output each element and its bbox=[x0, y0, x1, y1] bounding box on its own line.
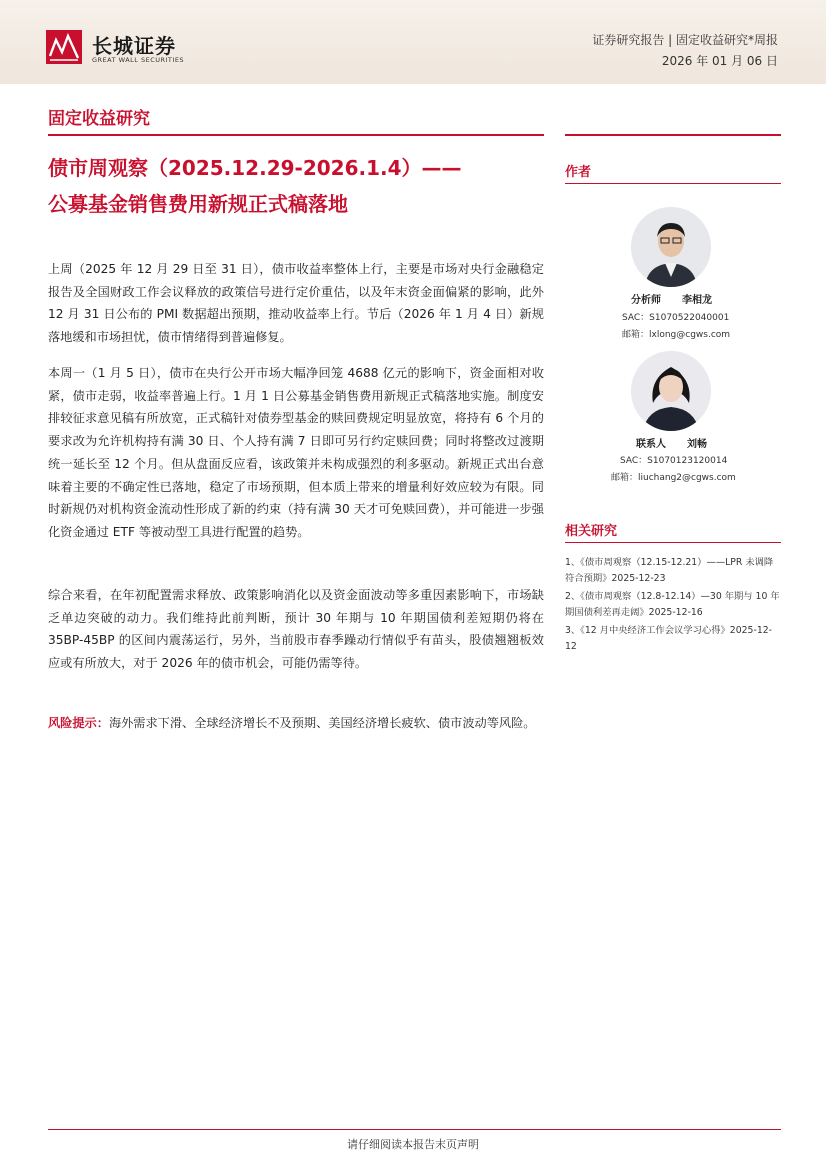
footer-divider bbox=[48, 1129, 781, 1130]
title-line-1: 债市周观察（2025.12.29-2026.1.4）—— bbox=[48, 156, 462, 180]
risk-label: 风险提示： bbox=[48, 716, 109, 730]
risk-warning bbox=[48, 712, 544, 735]
logo-text-cn: 长城证券 bbox=[92, 34, 176, 58]
paragraph-2: 本周一（1 月 5 日），债市在央行公开市场大幅净回笼 4688 亿元的影响下，资金面相对收紧，债市走弱，收益率普遍上行。1 月 1 日公募基金销售费用新规正式稿落地实施。制度安排较征求意见稿有所放宽，正式稿针对债券型基金的赎回费规定明显放宽，将持有 6 个月的要求改为允许机构持有满 30 日、个人持有满 7 日即可另行约定赎回费；同时将整改过渡期统一延长至 12 个月。但从盘面反应看，该政策并未构成强烈的利多驱动。新规正式出台意味着主要的不确定性已落地，稳定了市场预期，但本质上带来的增量利好效应较为有限。同时新规仍对机构资金流动性形成了新的约束（持有满 30 天才可免赎回费），并可能进一步强化资金通过 ETF 等被动型工具进行配置的趋势。 bbox=[48, 366, 544, 539]
great-wall-logo-icon bbox=[46, 30, 82, 64]
analyst-photo-icon bbox=[631, 207, 711, 287]
paragraph-1: 上周（2025 年 12 月 29 日至 31 日），债市收益率整体上行，主要是市场对央行金融稳定报告及全国财政工作会议释放的政策信号进行定价重估，以及年末资金面偏紧的影响，此外 12 月 31 日公布的 PMI 数据超出预期，推动收益率上行。节后（2026 年 1 月 4 日）新规落地缓和市场担忧，债市情绪得到普遍修复。 bbox=[48, 262, 544, 345]
authors-divider bbox=[565, 183, 781, 184]
sidebar-divider bbox=[565, 134, 781, 136]
author-1-sac: SAC：S1070522040001 bbox=[622, 313, 730, 323]
risk-text: 海外需求下滑、全球经济增长不及预期、美国经济增长疲软、债市波动等风险。 bbox=[108, 716, 536, 730]
related-item-2[interactable]: 2、《债市周观察（12.8-12.14）—30 年期与 10 年期国债利差再走阔》2025-12-16 bbox=[565, 591, 780, 618]
related-divider bbox=[565, 542, 781, 543]
paragraph-3: 综合来看，在年初配置需求释放、政策影响消化以及资金面波动等多重因素影响下，市场缺乏单边突破的动力。我们维持此前判断，预计 30 年期与 10 年期国债利差短期仍将在 35BP-45BP 的区间内震荡运行，另外，当前股市春季躁动行情似乎有苗头，股债翘翘板效应或有所放大，对于 2026 年的债市机会，可能仍需等待。 bbox=[48, 588, 544, 671]
report-type: 证券研究报告 | 固定收益研究*周报 bbox=[592, 33, 778, 47]
contact-photo-icon bbox=[631, 351, 711, 431]
logo-text-en: GREAT WALL SECURITIES bbox=[92, 56, 185, 64]
author-1-name: 李相龙 bbox=[682, 295, 712, 306]
authors-heading: 作者 bbox=[565, 165, 592, 180]
page-title bbox=[48, 150, 548, 222]
avatar-contact bbox=[631, 351, 711, 431]
title-line-2: 公募基金销售费用新规正式稿落地 bbox=[48, 192, 348, 216]
related-item-3[interactable]: 3、《12 月中央经济工作会议学习心得》2025-12-12 bbox=[565, 625, 772, 652]
author-2-name: 刘畅 bbox=[687, 439, 707, 450]
related-heading: 相关研究 bbox=[565, 524, 618, 539]
footer-disclaimer: 请仔细阅读本报告末页声明 bbox=[347, 1138, 479, 1151]
author-1-role: 分析师 bbox=[631, 295, 661, 306]
author-2-email[interactable]: 邮箱：liuchang2@cgws.com bbox=[611, 473, 736, 483]
section-title: 固定收益研究 bbox=[48, 109, 150, 129]
author-2-role: 联系人 bbox=[636, 439, 666, 450]
report-date: 2026 年 01 月 06 日 bbox=[661, 54, 778, 68]
author-1-email[interactable]: 邮箱：lxlong@cgws.com bbox=[622, 330, 731, 340]
related-item-1[interactable]: 1、《债市周观察（12.15-12.21）——LPR 未调降符合预期》2025-12-23 bbox=[565, 557, 774, 584]
title-divider bbox=[48, 134, 544, 136]
author-2-sac: SAC：S1070123120014 bbox=[620, 456, 728, 466]
avatar-analyst bbox=[631, 207, 711, 287]
